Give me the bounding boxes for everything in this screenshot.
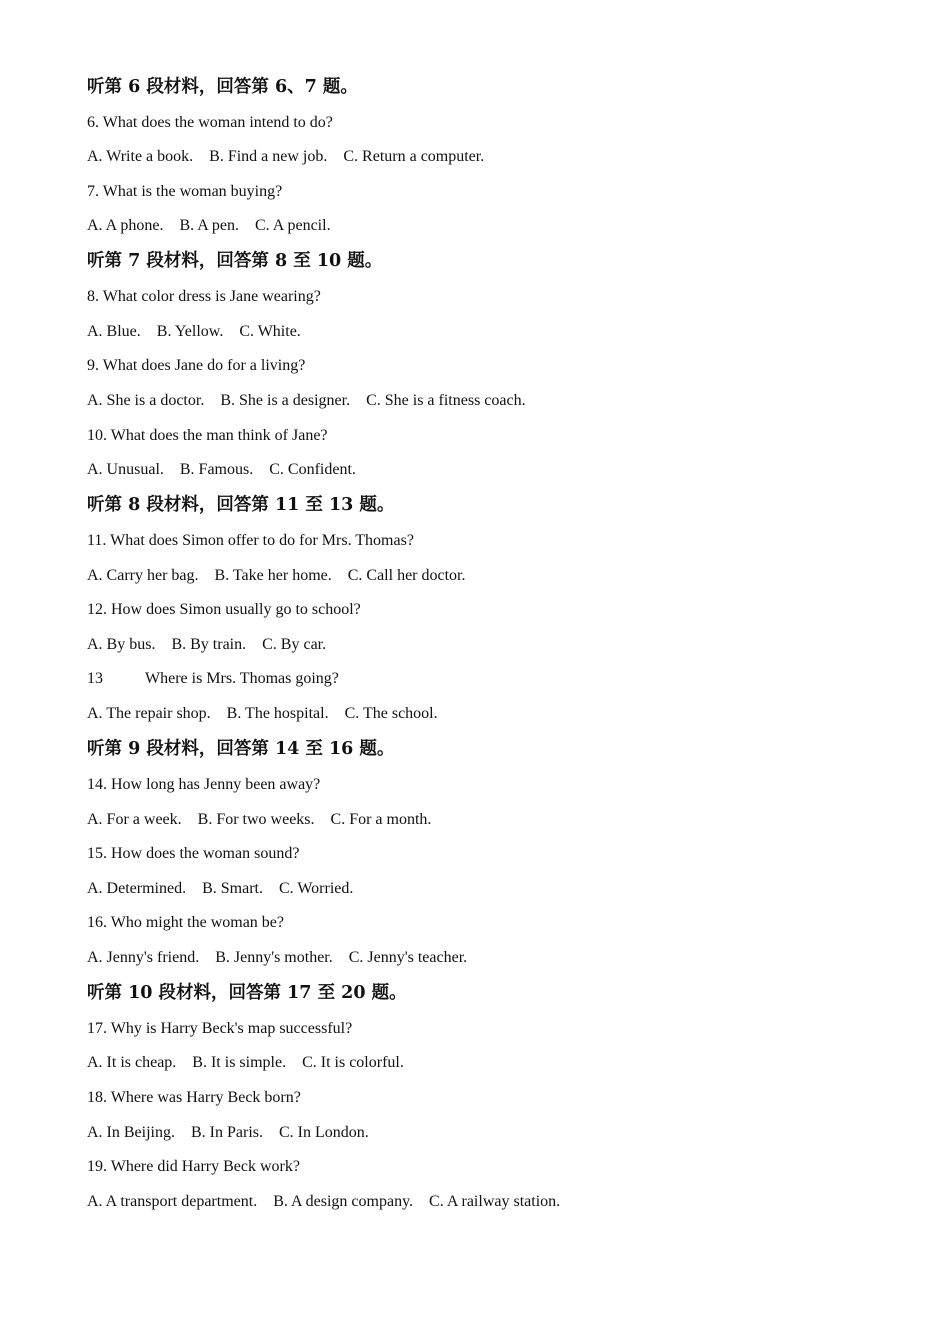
answer-options: A. By bus. B. By train. C. By car. <box>87 636 327 653</box>
question-text: 9. What does Jane do for a living? <box>87 357 306 374</box>
question-text: 18. Where was Harry Beck born? <box>87 1089 301 1106</box>
section-heading: 听第 8 段材料，回答第 11 至 13 题。 <box>87 495 395 515</box>
section-heading: 听第 6 段材料，回答第 6、7 题。 <box>87 77 358 97</box>
question-text: 6. What does the woman intend to do? <box>87 114 333 131</box>
answer-options: A. In Beijing. B. In Paris. C. In London. <box>87 1124 369 1141</box>
answer-options: A. She is a doctor. B. She is a designer. C. She is a fitness coach. <box>87 392 526 409</box>
question-body: Where is Mrs. Thomas going? <box>145 670 339 687</box>
question-text: 16. Who might the woman be? <box>87 914 284 931</box>
question-text: 10. What does the man think of Jane? <box>87 427 328 444</box>
question-text: 14. How long has Jenny been away? <box>87 776 321 793</box>
answer-options: A. Jenny's friend. B. Jenny's mother. C. Jenny's teacher. <box>87 949 468 966</box>
answer-options: A. A phone. B. A pen. C. A pencil. <box>87 217 331 234</box>
question-text: 11. What does Simon offer to do for Mrs. Thomas? <box>87 532 414 549</box>
answer-options: A. A transport department. B. A design company. C. A railway station. <box>87 1193 561 1210</box>
answer-options: A. Carry her bag. B. Take her home. C. Call her doctor. <box>87 567 466 584</box>
question-number: 13 <box>87 670 103 687</box>
section-heading: 听第 10 段材料，回答第 17 至 20 题。 <box>87 983 407 1003</box>
section-heading: 听第 9 段材料，回答第 14 至 16 题。 <box>87 739 395 759</box>
question-text <box>87 669 339 689</box>
question-text: 17. Why is Harry Beck's map successful? <box>87 1020 353 1037</box>
question-text: 12. How does Simon usually go to school? <box>87 601 361 618</box>
answer-options: A. It is cheap. B. It is simple. C. It is colorful. <box>87 1054 404 1071</box>
question-text: 7. What is the woman buying? <box>87 183 283 200</box>
answer-options: A. The repair shop. B. The hospital. C. The school. <box>87 705 438 722</box>
question-text: 19. Where did Harry Beck work? <box>87 1158 300 1175</box>
section-heading: 听第 7 段材料，回答第 8 至 10 题。 <box>87 251 383 271</box>
answer-options: A. Unusual. B. Famous. C. Confident. <box>87 461 356 478</box>
answer-options: A. Write a book. B. Find a new job. C. Return a computer. <box>87 148 485 165</box>
question-text: 15. How does the woman sound? <box>87 845 300 862</box>
question-text: 8. What color dress is Jane wearing? <box>87 288 321 305</box>
answer-options: A. Determined. B. Smart. C. Worried. <box>87 880 354 897</box>
answer-options: A. For a week. B. For two weeks. C. For a month. <box>87 811 432 828</box>
answer-options: A. Blue. B. Yellow. C. White. <box>87 323 301 340</box>
